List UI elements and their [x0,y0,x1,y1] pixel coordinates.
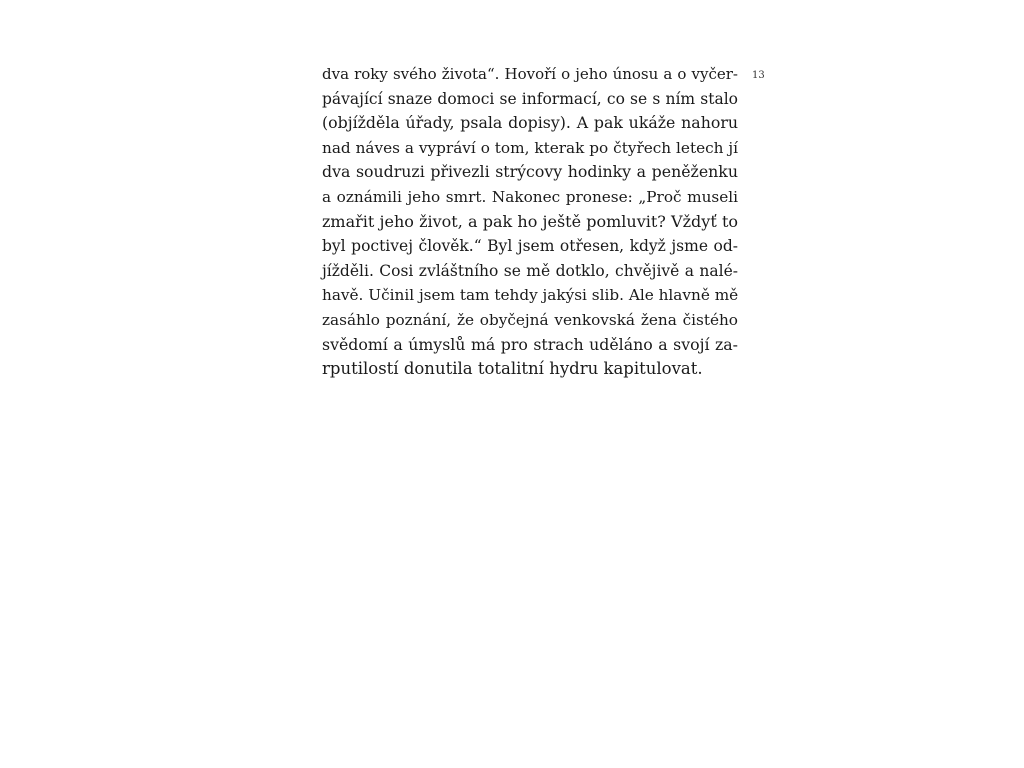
text-line: havě. Učinil jsem tam tehdy jakýsi slib. Ale hlavně mě [322,286,739,305]
text-line: zasáhlo poznání, že obyčejná venkovská žena čistého [322,310,738,329]
text-line: (objížděla úřady, psala dopisy). A pak ukáže nahoru [322,113,738,133]
text-line: pávající snaze domoci se informací, co se s ním stalo [322,89,738,108]
text-line: svědomí a úmyslů má pro strach uděláno a svojí za- [322,334,738,354]
text-line: rputilostí donutila totalitní hydru kapitulovat. [322,359,703,379]
text-line: dva roky svého života“. Hovoří o jeho únosu a o vyčer- [322,65,738,83]
text-line: dva soudruzi přivezli strýcovy hodinky a peněženku [322,162,738,182]
text-line: byl poctivej člověk.“ Byl jsem otřesen, když jsme od- [322,237,738,256]
text-line: a oznámili jeho smrt. Nakonec pronese: „Proč museli [322,187,738,206]
text-line: zmařit jeho život, a pak ho ještě pomluvit? Vždyť to [322,211,738,231]
body-paragraph [322,62,738,382]
text-line: jížděli. Cosi zvláštního se mě dotklo, chvějivě a nalé- [322,261,738,280]
text-line: nad náves a vypráví o tom, kterak po čtyřech letech jí [322,138,738,157]
page-number: 13 [752,70,765,81]
